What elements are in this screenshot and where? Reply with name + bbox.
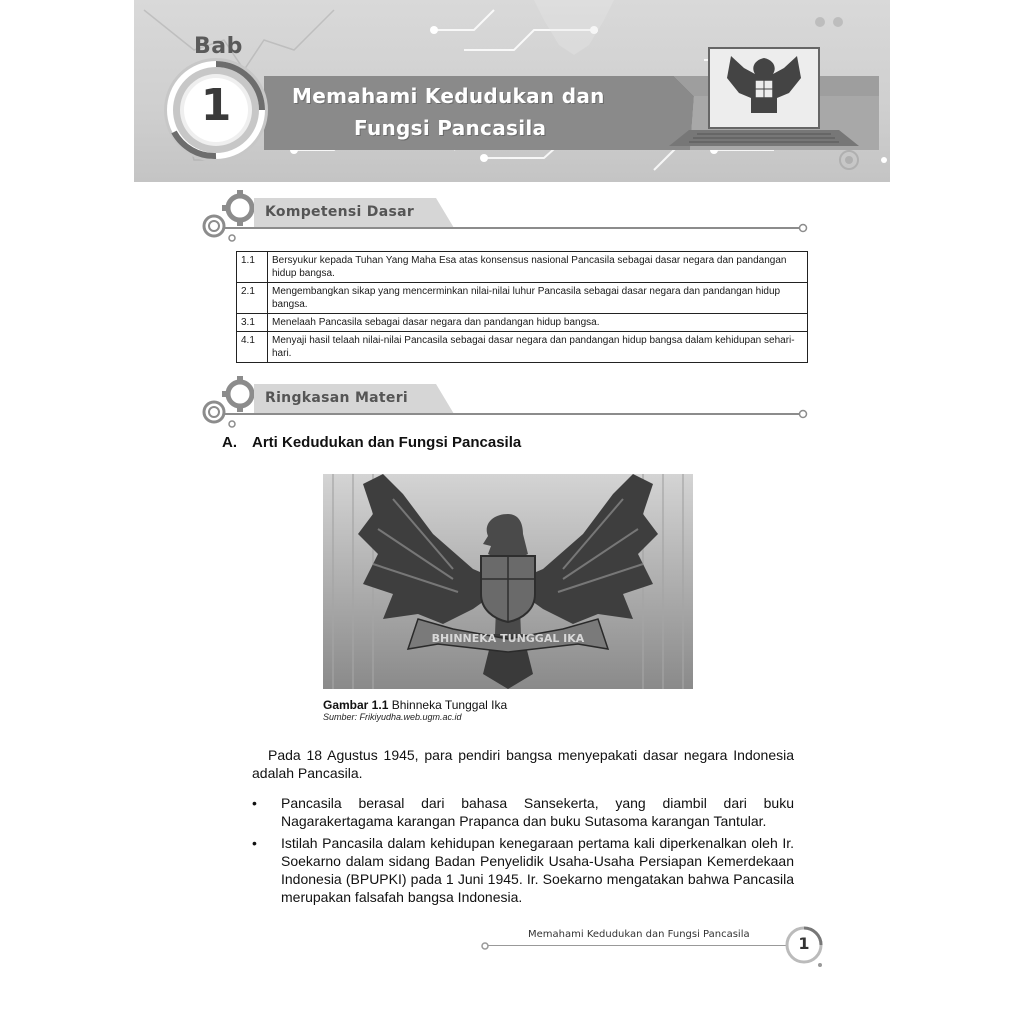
running-title: Memahami Kedudukan dan Fungsi Pancasila	[528, 929, 750, 940]
table-row	[237, 332, 808, 363]
section-header-ringkasan	[198, 376, 810, 436]
section-header-kompetensi	[198, 190, 810, 250]
kompetensi-table	[236, 251, 808, 363]
section-title-ringkasan: Ringkasan Materi	[265, 390, 409, 406]
subsection-letter: A.	[222, 434, 237, 451]
section-title-kompetensi: Kompetensi Dasar	[265, 204, 415, 220]
list-item	[252, 794, 794, 832]
chapter-title-line-2: Fungsi Pancasila	[354, 116, 547, 140]
chapter-label: Bab	[194, 34, 243, 59]
table-row	[237, 314, 808, 332]
bullet-marker: •	[252, 795, 257, 811]
figure-caption	[323, 698, 507, 712]
table-cell-text: Menyaji hasil telaah nilai-nilai Pancasila sebagai dasar negara dan pandangan hidup bangsa dalam kehidupan sehari-hari.	[268, 332, 808, 363]
gear-icon	[198, 376, 810, 436]
list-item-text: Pancasila berasal dari bahasa Sansekerta, yang diambil dari buku Nagarakertagama karangan Prapanca dan buku Sutasoma karangan Tantular.	[281, 795, 794, 829]
chapter-title-line-1: Memahami Kedudukan dan	[292, 84, 605, 108]
footer-dot-icon	[480, 941, 490, 951]
garuda-photo	[323, 474, 693, 689]
footer-rule	[484, 945, 788, 946]
chapter-banner	[134, 0, 890, 182]
figure-caption-text: Bhinneka Tunggal Ika	[388, 698, 508, 712]
chapter-number: 1	[200, 80, 232, 131]
table-cell-text: Mengembangkan sikap yang mencerminkan nilai-nilai luhur Pancasila sebagai dasar negara dan pandangan hidup bangsa.	[268, 283, 808, 314]
table-cell-num: 1.1	[237, 252, 268, 283]
gear-icon	[198, 190, 810, 250]
page-number-badge	[782, 924, 826, 968]
subsection-title: Arti Kedudukan dan Fungsi Pancasila	[252, 434, 522, 451]
table-cell-num: 3.1	[237, 314, 268, 332]
list-item-text: Istilah Pancasila dalam kehidupan kenegaraan pertama kali diperkenalkan oleh Ir. Soekarno dalam sidang Badan Penyelidik Usaha-Usaha Persiapan Kemerdekaan Indonesia (BPUPKI) pada 1 Juni 1945. Ir. Soekarno mengatakan bahwa Pancasila merupakan falsafah bangsa Indonesia.	[281, 835, 794, 905]
table-cell-text: Bersyukur kepada Tuhan Yang Maha Esa atas konsensus nasional Pancasila sebagai dasar negara dan pandangan hidup bangsa.	[268, 252, 808, 283]
photo-motto-text: BHINNEKA TUNGGAL IKA	[431, 632, 585, 645]
list-item	[252, 834, 794, 910]
table-cell-num: 4.1	[237, 332, 268, 363]
bullet-marker: •	[252, 835, 257, 851]
table-cell-num: 2.1	[237, 283, 268, 314]
paragraph-text: Pada 18 Agustus 1945, para pendiri bangsa menyepakati dasar negara Indonesia adalah Pancasila.	[252, 747, 794, 781]
table-row	[237, 252, 808, 283]
figure-source: Sumber: Frikiyudha.web.ugm.ac.id	[323, 712, 462, 722]
subsection-heading	[222, 434, 521, 451]
table-row	[237, 283, 808, 314]
garuda-statue-image	[323, 474, 693, 689]
table-cell-text: Menelaah Pancasila sebagai dasar negara dan pandangan hidup bangsa.	[268, 314, 808, 332]
body-paragraph	[252, 746, 794, 782]
figure-caption-label: Gambar 1.1	[323, 698, 389, 712]
page-number: 1	[798, 934, 810, 953]
